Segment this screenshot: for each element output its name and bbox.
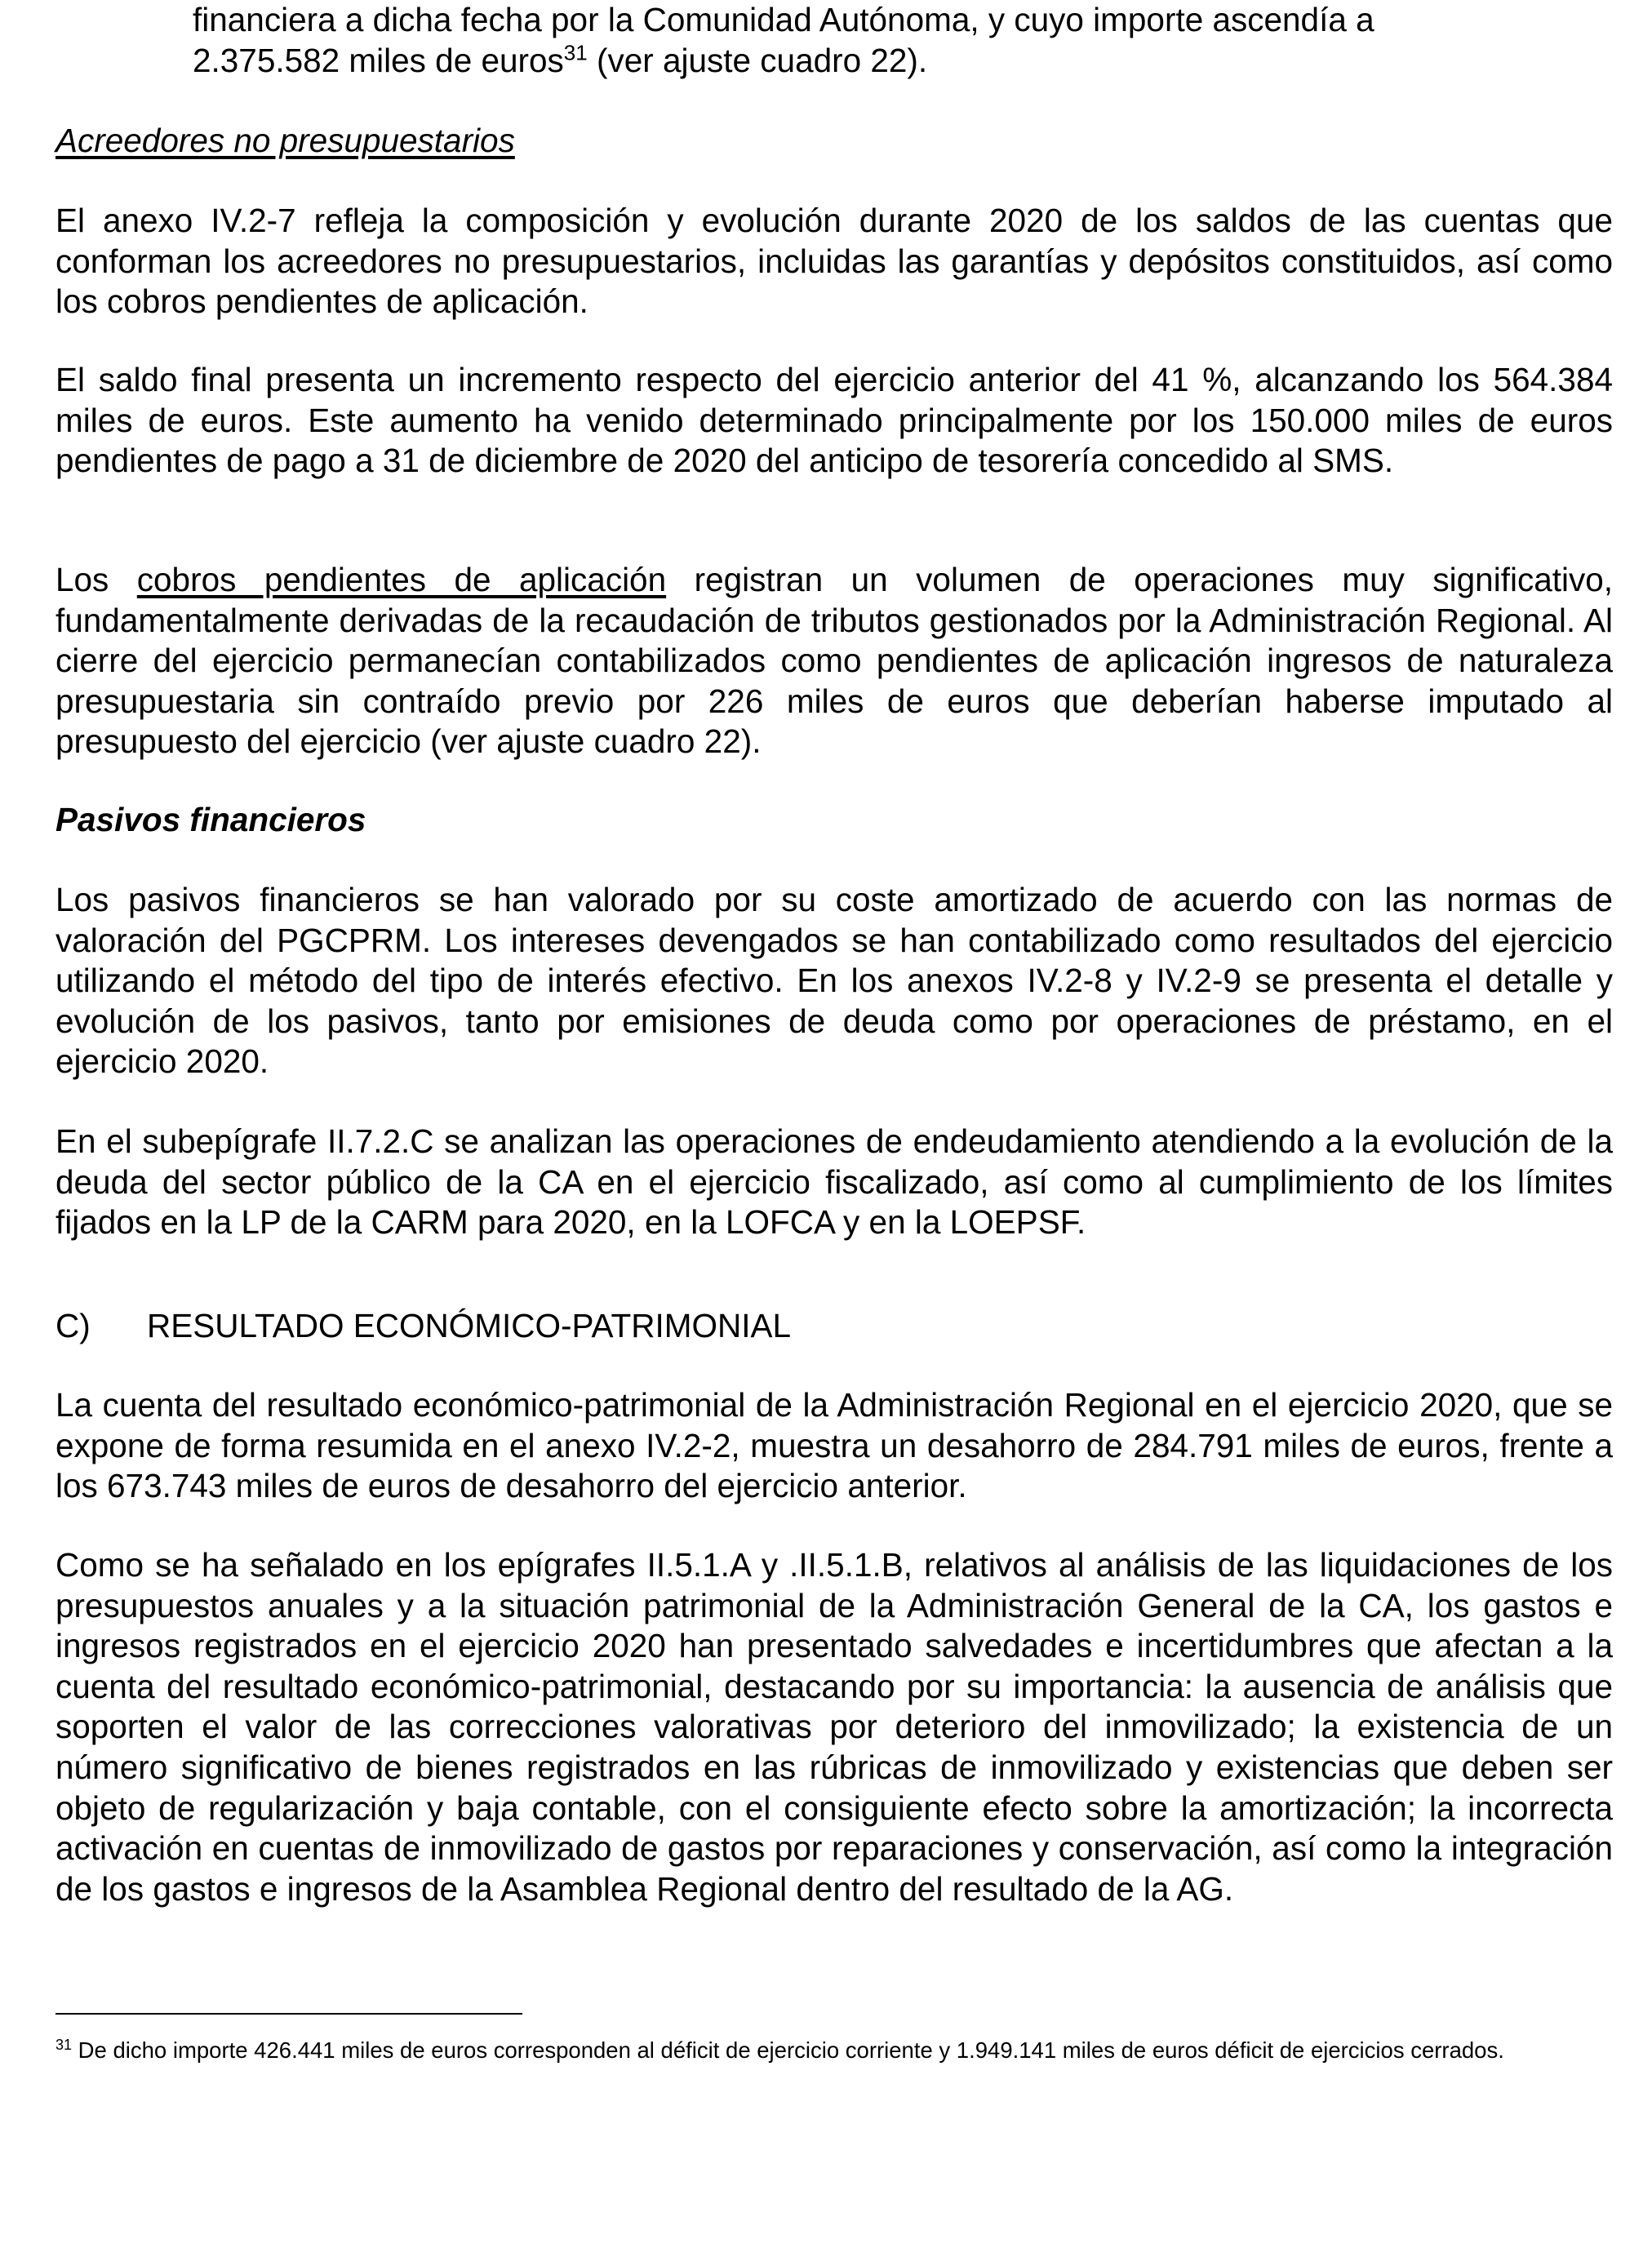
acreedores-paragraph-1: El anexo IV.2-7 refleja la composición y evolución durante 2020 de los saldos de las cuentas que conforman los acreedores no presupuestarios, incluidas las garantías y depósitos constituidos, así como los cobros pendientes de aplicación. (56, 202, 1613, 321)
intro-amount: 2.375.582 miles de euros (193, 41, 564, 79)
pasivos-heading (56, 800, 1613, 841)
resultado-paragraph-2: Como se ha señalado en los epígrafes II.5.1.A y .II.5.1.B, relativos al análisis de las liquidaciones de los presupuestos anuales y a la situación patrimonial de la Administración General de la CA, los gastos e ingresos registrados en el ejercicio 2020 han presentado salvedades e incertidumbres que afectan a la cuenta del resultado económico-patrimonial, destacando por su importancia: la ausencia de análisis que soporten el valor de las correcciones valorativas por deterioro del inmovilizado; la existencia de un número significativo de bienes registrados en las rúbricas de inmovilizado y existencias que deben ser objeto de regularización y baja contable, con el consiguiente efecto sobre la amortización; la incorrecta activación en cuentas de inmovilizado de gastos por reparaciones y conservación, así como la integración de los gastos e ingresos de la Asamblea Regional dentro del resultado de la AG. (56, 1546, 1613, 1908)
footnote-reference[interactable]: 31 (563, 40, 588, 65)
acreedores-heading-text: Acreedores no presupuestarios (56, 122, 515, 159)
acreedores-heading (56, 121, 1613, 162)
acreedores-para3-rest: registran un volumen de operaciones muy significativo, fundamentalmente derivadas de la recaudación de tributos gestionados por la Administración Regional. Al cierre del ejercicio permanecían contabilizados como pendientes de aplicación ingresos de naturaleza presupuestaria sin contraído previo por 226 miles de euros que deberían haberse imputado al presupuesto del ejercicio (ver ajuste cuadro 22). (56, 561, 1613, 761)
footnote-separator (56, 2013, 522, 2015)
footnote-31 (56, 2036, 1613, 2064)
intro-line-1: financiera a dicha fecha por la Comunidad Autónoma, y cuyo importe ascendía a (193, 1, 1374, 38)
cobros-pendientes-term: cobros pendientes de aplicación (136, 561, 667, 598)
intro-paragraph (193, 0, 1613, 81)
acreedores-para3-start: Los (56, 561, 137, 598)
pasivos-paragraph-1: Los pasivos financieros se han valorado por su coste amortizado de acuerdo con las normas de valoración del PGCPRM. Los intereses devengados se han contabilizado como resultados del ejercicio utilizando el método del tipo de interés efectivo. En los anexos IV.2-8 y IV.2-9 se presenta el detalle y evolución de los pasivos, tanto por emisiones de deuda como por operaciones de préstamo, en el ejercicio 2020. (56, 881, 1613, 1081)
resultado-heading (56, 1306, 1613, 1347)
resultado-letter: C) (56, 1307, 91, 1344)
pasivos-paragraph-2: En el subepígrafe II.7.2.C se analizan las operaciones de endeudamiento atendiendo a la evolución de la deuda del sector público de la CA en el ejercicio fiscalizado, así como al cumplimiento de los límites fijados en la LP de la CARM para 2020, en la LOFCA y en la LOEPSF. (56, 1122, 1613, 1242)
acreedores-paragraph-3 (56, 560, 1613, 762)
pasivos-heading-text: Pasivos financieros (56, 801, 366, 838)
intro-line-2 (193, 41, 1613, 82)
intro-ajuste: (ver ajuste cuadro 22). (587, 41, 928, 79)
footnote-number: 31 (56, 2036, 73, 2053)
footnote-text: De dicho importe 426.441 miles de euros corresponden al déficit de ejercicio corriente y 1.949.141 miles de euros déficit de ejercicios cerrados. (72, 2037, 1504, 2063)
resultado-heading-text: RESULTADO ECONÓMICO-PATRIMONIAL (147, 1307, 792, 1344)
acreedores-paragraph-2: El saldo final presenta un incremento respecto del ejercicio anterior del 41 %, alcanzando los 564.384 miles de euros. Este aumento ha venido determinado principalmente por los 150.000 miles de euros pendientes de pago a 31 de diciembre de 2020 del anticipo de tesorería concedido al SMS. (56, 361, 1613, 480)
resultado-paragraph-1: La cuenta del resultado económico-patrimonial de la Administración Regional en el ejercicio 2020, que se expone de forma resumida en el anexo IV.2-2, muestra un desahorro de 284.791 miles de euros, frente a los 673.743 miles de euros de desahorro del ejercicio anterior. (56, 1386, 1613, 1505)
